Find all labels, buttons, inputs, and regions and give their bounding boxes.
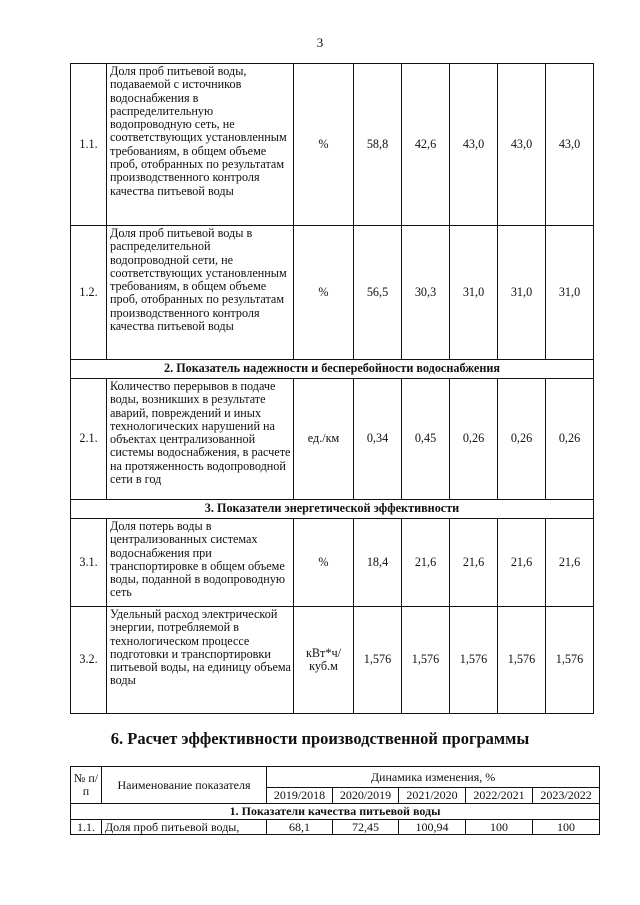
section-title: 2. Показатель надежности и бесперебойности водоснабжения — [71, 360, 594, 379]
value-cell: 43,0 — [498, 64, 546, 226]
indicator-name: Доля проб питьевой воды, подаваемой с источников водоснабжения в распределительную водопроводную сеть, не соответствующих установленным требованиям, в общем объеме проб, отобранных по результатам производственного контроля качества питьевой воды — [107, 64, 294, 226]
value-cell: 0,45 — [402, 379, 450, 500]
indicator-name: Доля проб питьевой воды в распределительной водопроводной сети, не соответствующих установленным требованиям, в общем объеме проб, отобранных по результатам производственного контроля качества питьевой воды — [107, 226, 294, 360]
row-number: 2.1. — [71, 379, 107, 500]
unit-cell: % — [294, 64, 354, 226]
section-row — [71, 360, 594, 379]
value-cell: 100 — [533, 820, 600, 835]
table-row — [71, 519, 594, 607]
header-name: Наименование показателя — [102, 767, 267, 804]
value-cell: 1,576 — [354, 607, 402, 714]
value-cell: 58,8 — [354, 64, 402, 226]
row-number: 3.1. — [71, 519, 107, 607]
header-year: 2022/2021 — [466, 788, 533, 804]
row-number: 1.1. — [71, 64, 107, 226]
value-cell: 100 — [466, 820, 533, 835]
value-cell: 72,45 — [333, 820, 399, 835]
indicators-table — [70, 63, 594, 714]
efficiency-table — [70, 766, 600, 835]
value-cell: 31,0 — [450, 226, 498, 360]
section-row — [71, 804, 600, 820]
value-cell: 1,576 — [402, 607, 450, 714]
page-cut-off — [0, 838, 640, 905]
value-cell: 68,1 — [267, 820, 333, 835]
table-row — [71, 820, 600, 835]
value-cell: 0,26 — [498, 379, 546, 500]
value-cell: 42,6 — [402, 64, 450, 226]
table-row — [71, 226, 594, 360]
header-year: 2020/2019 — [333, 788, 399, 804]
header-num: № п/п — [71, 767, 102, 804]
table-row — [71, 607, 594, 714]
unit-cell: % — [294, 519, 354, 607]
table-row — [71, 379, 594, 500]
header-dynamics: Динамика изменения, % — [267, 767, 600, 788]
value-cell: 18,4 — [354, 519, 402, 607]
value-cell: 0,26 — [450, 379, 498, 500]
value-cell: 1,576 — [498, 607, 546, 714]
unit-cell: % — [294, 226, 354, 360]
indicator-name: Количество перерывов в подаче воды, возникших в результате аварий, повреждений и иных технологических нарушений на объектах централизованной системы водоснабжения, в расчете на протяженность водопроводной сети в год — [107, 379, 294, 500]
row-number: 1.2. — [71, 226, 107, 360]
value-cell: 0,34 — [354, 379, 402, 500]
value-cell: 31,0 — [546, 226, 594, 360]
page-number: 3 — [316, 35, 324, 50]
value-cell: 43,0 — [546, 64, 594, 226]
value-cell: 1,576 — [450, 607, 498, 714]
header-year: 2019/2018 — [267, 788, 333, 804]
value-cell: 21,6 — [498, 519, 546, 607]
unit-cell: ед./км — [294, 379, 354, 500]
value-cell: 43,0 — [450, 64, 498, 226]
section-title: 3. Показатели энергетической эффективности — [71, 500, 594, 519]
row-number: 1.1. — [71, 820, 102, 835]
indicator-name: Удельный расход электрической энергии, потребляемой в технологическом процессе подготовки и транспортировки питьевой воды, на единицу объема воды — [107, 607, 294, 714]
header-year: 2023/2022 — [533, 788, 600, 804]
indicator-name: Доля проб питьевой воды, — [102, 820, 267, 835]
row-number: 3.2. — [71, 607, 107, 714]
value-cell: 21,6 — [402, 519, 450, 607]
value-cell: 21,6 — [546, 519, 594, 607]
value-cell: 31,0 — [498, 226, 546, 360]
section-row — [71, 500, 594, 519]
table-row — [71, 64, 594, 226]
value-cell: 1,576 — [546, 607, 594, 714]
value-cell: 0,26 — [546, 379, 594, 500]
indicator-name: Доля потерь воды в централизованных системах водоснабжения при транспортировке в общем объеме воды, поданной в водопроводную сеть — [107, 519, 294, 607]
section-heading: 6. Расчет эффективности производственной программы — [110, 729, 530, 748]
value-cell: 56,5 — [354, 226, 402, 360]
value-cell: 21,6 — [450, 519, 498, 607]
value-cell: 100,94 — [399, 820, 466, 835]
value-cell: 30,3 — [402, 226, 450, 360]
unit-cell: кВт*ч/ куб.м — [294, 607, 354, 714]
header-year: 2021/2020 — [399, 788, 466, 804]
section-title: 1. Показатели качества питьевой воды — [71, 804, 600, 820]
